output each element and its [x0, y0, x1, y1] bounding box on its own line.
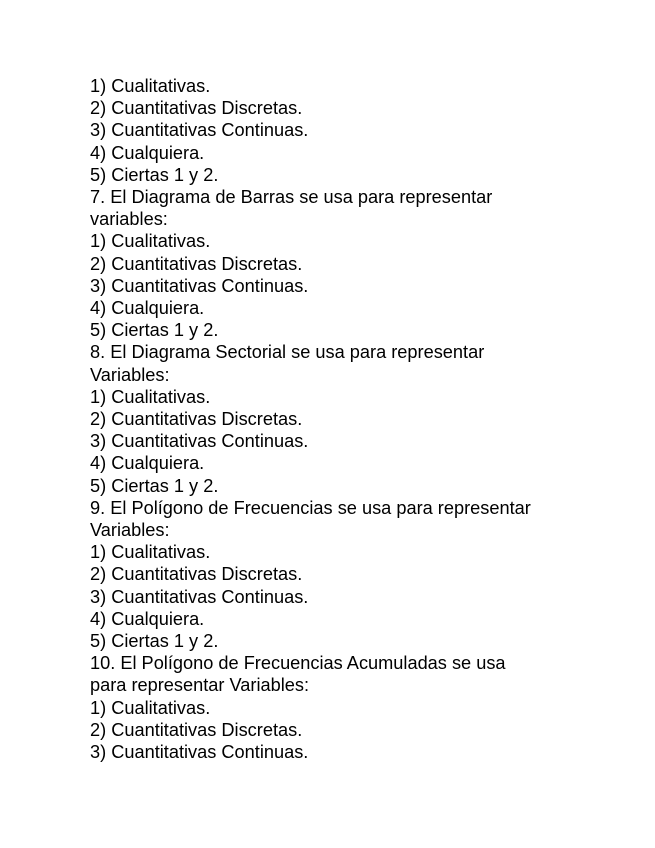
option-line: 2) Cuantitativas Discretas.: [90, 719, 303, 740]
option-line: 5) Ciertas 1 y 2.: [90, 320, 219, 341]
option-line: 1) Cualitativas.: [90, 231, 211, 252]
option-line: 1) Cualitativas.: [90, 76, 211, 96]
option-line: 1) Cualitativas.: [90, 697, 211, 718]
option-line: 5) Ciertas 1 y 2.: [90, 631, 219, 652]
option-line: 3) Cuantitativas Continuas.: [90, 275, 309, 296]
question-line: 8. El Diagrama Sectorial se usa para representar: [90, 342, 485, 363]
question-line: Variables:: [90, 364, 170, 385]
option-line: 4) Cualquiera.: [90, 453, 205, 474]
option-line: 2) Cuantitativas Discretas.: [90, 98, 303, 119]
option-line: 3) Cuantitativas Continuas.: [90, 431, 309, 452]
option-line: 2) Cuantitativas Discretas.: [90, 564, 303, 585]
option-line: 3) Cuantitativas Continuas.: [90, 742, 309, 763]
option-line: 4) Cualquiera.: [90, 608, 205, 629]
question-line: Variables:: [90, 520, 170, 541]
question-line: variables:: [90, 209, 168, 230]
question-line: 7. El Diagrama de Barras se usa para representar: [90, 187, 493, 208]
option-line: 1) Cualitativas.: [90, 542, 211, 563]
document-page: [90, 75, 590, 763]
option-line: 3) Cuantitativas Continuas.: [90, 586, 309, 607]
question-line: 10. El Polígono de Frecuencias Acumuladas se usa: [90, 653, 506, 674]
option-line: 2) Cuantitativas Discretas.: [90, 253, 303, 274]
question-line: para representar Variables:: [90, 675, 310, 696]
option-line: 2) Cuantitativas Discretas.: [90, 409, 303, 430]
option-line: 5) Ciertas 1 y 2.: [90, 475, 219, 496]
option-line: 5) Ciertas 1 y 2.: [90, 164, 219, 185]
option-line: 4) Cualquiera.: [90, 298, 205, 319]
question-line: 9. El Polígono de Frecuencias se usa para representar: [90, 497, 531, 518]
option-line: 3) Cuantitativas Continuas.: [90, 120, 309, 141]
option-line: 4) Cualquiera.: [90, 142, 205, 163]
option-line: 1) Cualitativas.: [90, 386, 211, 407]
